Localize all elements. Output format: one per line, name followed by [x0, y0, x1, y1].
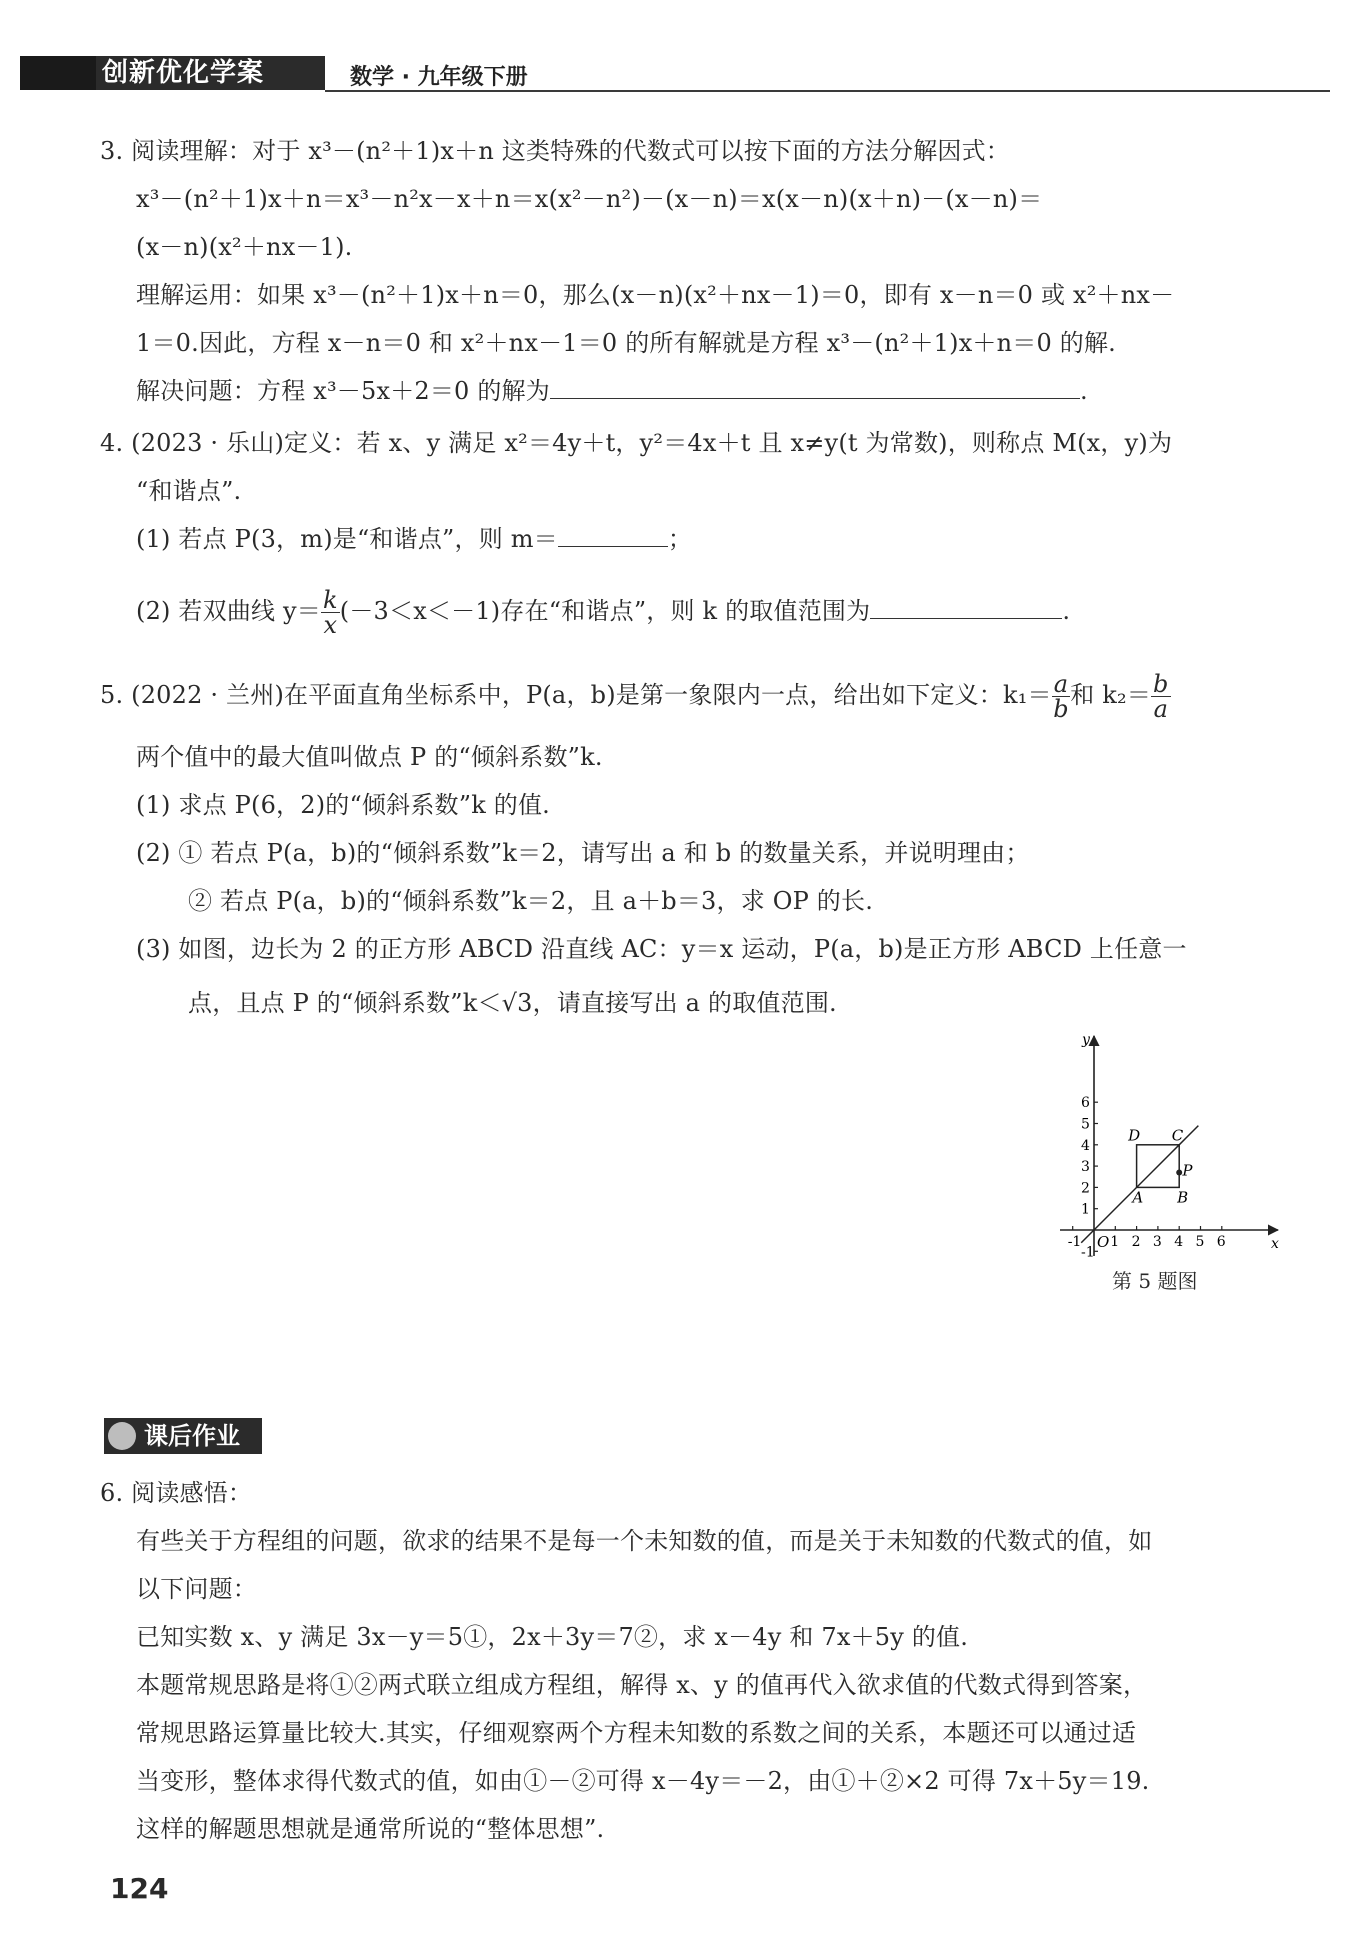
brand-title: 创新优化学案	[102, 58, 265, 88]
page-header	[20, 52, 1330, 96]
point-a-label: A	[1132, 1188, 1144, 1207]
q5-part-3a: (3) 如图，边长为 2 的正方形 ABCD 沿直线 AC：y＝x 运动，P(a，b)是正方形 ABCD 上任意一	[136, 935, 1187, 963]
x-tick-label: 4	[1174, 1234, 1184, 1250]
q6-line-5: 本题常规思路是将①②两式联立组成方程组，解得 x、y 的值再代入欲求值的代数式得到答案，	[136, 1671, 1148, 1699]
q4-line-2: “和谐点”.	[136, 477, 242, 505]
x-tick-label: 6	[1216, 1234, 1226, 1250]
x-tick-label: 2	[1131, 1234, 1141, 1250]
q6-line-6: 常规思路运算量比较大.其实，仔细观察两个方程未知数的系数之间的关系，本题还可以通过适	[136, 1719, 1137, 1747]
q3-line-4: 理解运用：如果 x³－(n²＋1)x＋n＝0，那么(x－n)(x²＋nx－1)＝0，即有 x－n＝0 或 x²＋nx－	[136, 281, 1175, 309]
brand-logo	[20, 56, 325, 90]
brand-mark	[20, 56, 96, 90]
subject-title: 数学 · 九年级下册	[350, 65, 528, 90]
fraction-denominator: a	[1153, 695, 1169, 723]
answer-blank-q3[interactable]	[550, 376, 1080, 399]
x-tick-label: 3	[1152, 1234, 1162, 1250]
q6-line-1: 6. 阅读感悟：	[100, 1479, 253, 1507]
q6-line-2: 有些关于方程组的问题，欲求的结果不是每一个未知数的值，而是关于未知数的代数式的值，如	[136, 1527, 1153, 1555]
fraction-k-over-x	[321, 588, 340, 637]
point-d-label: D	[1128, 1126, 1141, 1145]
fraction-denominator: x	[323, 611, 338, 639]
q4-part-2-end: .	[1062, 597, 1071, 625]
answer-blank-q4-1[interactable]	[558, 524, 668, 547]
homework-tag-label: 课后作业	[144, 1422, 240, 1450]
lightbulb-icon	[108, 1422, 136, 1450]
fraction-numerator: a	[1053, 670, 1069, 698]
point-p-label: P	[1182, 1161, 1193, 1180]
q3-line-3: (x－n)(x²＋nx－1).	[136, 233, 353, 261]
x-tick-label: 1	[1110, 1234, 1120, 1250]
q6-line-7: 当变形，整体求得代数式的值，如由①－②可得 x－4y＝－2，由①＋②×2 可得 7x＋5y＝19.	[136, 1767, 1150, 1795]
y-tick-label: 4	[1081, 1137, 1090, 1154]
fraction-a-over-b	[1052, 672, 1071, 721]
q4-part-1	[136, 524, 692, 554]
q3-line-1: 3. 阅读理解：对于 x³－(n²＋1)x＋n 这类特殊的代数式可以按下面的方法分解因式：	[100, 137, 1011, 165]
q5-line-1-b: 和 k₂＝	[1070, 681, 1152, 709]
point-p-marker	[1176, 1169, 1182, 1175]
q4-part-2-text-a: (2) 若双曲线 y＝	[136, 597, 322, 625]
origin-label: O	[1097, 1233, 1110, 1251]
homework-section-tag	[104, 1418, 262, 1454]
x-axis-label: x	[1271, 1236, 1279, 1252]
q4-part-2-text-b: (－3＜x＜－1)存在“和谐点”，则 k 的取值范围为	[339, 597, 871, 625]
y-axis-label: y	[1082, 1032, 1090, 1048]
q5-part-2b: ② 若点 P(a，b)的“倾斜系数”k＝2，且 a＋b＝3，求 OP 的长.	[188, 887, 874, 915]
fraction-denominator: b	[1053, 695, 1069, 723]
q4-line-1: 4. (2023 · 乐山)定义：若 x、y 满足 x²＝4y＋t，y²＝4x＋t 且 x≠y(t 为常数)，则称点 M(x，y)为	[100, 429, 1173, 457]
header-rule	[325, 90, 1330, 92]
q4-part-1-text: (1) 若点 P(3，m)是“和谐点”，则 m＝	[136, 525, 558, 553]
q4-part-1-end: ；	[667, 525, 693, 553]
y-tick-label: 2	[1081, 1180, 1090, 1197]
q3-line-6	[136, 376, 1088, 406]
figure-caption: 第 5 题图	[1112, 1269, 1198, 1293]
y-tick-label: -1	[1081, 1244, 1095, 1261]
q3-problem-end: .	[1079, 377, 1088, 405]
q5-coordinate-figure	[1048, 1030, 1284, 1288]
point-b-label: B	[1177, 1188, 1189, 1207]
q6-line-4: 已知实数 x、y 满足 3x－y＝5①，2x＋3y＝7②，求 x－4y 和 7x＋5y 的值.	[136, 1623, 969, 1651]
q6-line-3: 以下问题：	[136, 1575, 257, 1603]
q3-line-2: x³－(n²＋1)x＋n＝x³－n²x－x＋n＝x(x²－n²)－(x－n)＝x(x－n)(x＋n)－(x－n)＝	[136, 185, 1043, 213]
fraction-numerator: b	[1153, 670, 1169, 698]
q4-part-2	[136, 588, 1070, 637]
q5-part-2a: (2) ① 若点 P(a，b)的“倾斜系数”k＝2，请写出 a 和 b 的数量关系，并说明理由；	[136, 839, 1030, 867]
fraction-b-over-a	[1151, 672, 1171, 721]
q6-line-8: 这样的解题思想就是通常所说的“整体思想”.	[136, 1815, 605, 1843]
answer-blank-q4-2[interactable]	[870, 596, 1062, 619]
fraction-numerator: k	[323, 586, 338, 614]
x-tick-label: 5	[1195, 1234, 1205, 1250]
q3-problem-text: 解决问题：方程 x³－5x＋2＝0 的解为	[136, 377, 550, 405]
q5-line-1	[100, 672, 1171, 721]
q5-line-2: 两个值中的最大值叫做点 P 的“倾斜系数”k.	[136, 743, 603, 771]
point-c-label: C	[1171, 1126, 1184, 1145]
x-tick-label: -1	[1067, 1234, 1082, 1250]
y-tick-label: 5	[1081, 1116, 1090, 1133]
y-tick-label: 6	[1081, 1095, 1090, 1112]
q5-part-3b: 点，且点 P 的“倾斜系数”k＜√3，请直接写出 a 的取值范围.	[188, 989, 837, 1017]
q5-line-1-a: 5. (2022 · 兰州)在平面直角坐标系中，P(a，b)是第一象限内一点，给出如下定义：k₁＝	[100, 681, 1052, 709]
q3-line-5: 1＝0.因此，方程 x－n＝0 和 x²＋nx－1＝0 的所有解就是方程 x³－(n²＋1)x＋n＝0 的解.	[136, 329, 1117, 357]
y-tick-label: 1	[1081, 1201, 1090, 1218]
q5-part-1: (1) 求点 P(6，2)的“倾斜系数”k 的值.	[136, 791, 551, 819]
y-tick-label: 3	[1081, 1159, 1090, 1176]
page-number: 124	[110, 1872, 169, 1905]
